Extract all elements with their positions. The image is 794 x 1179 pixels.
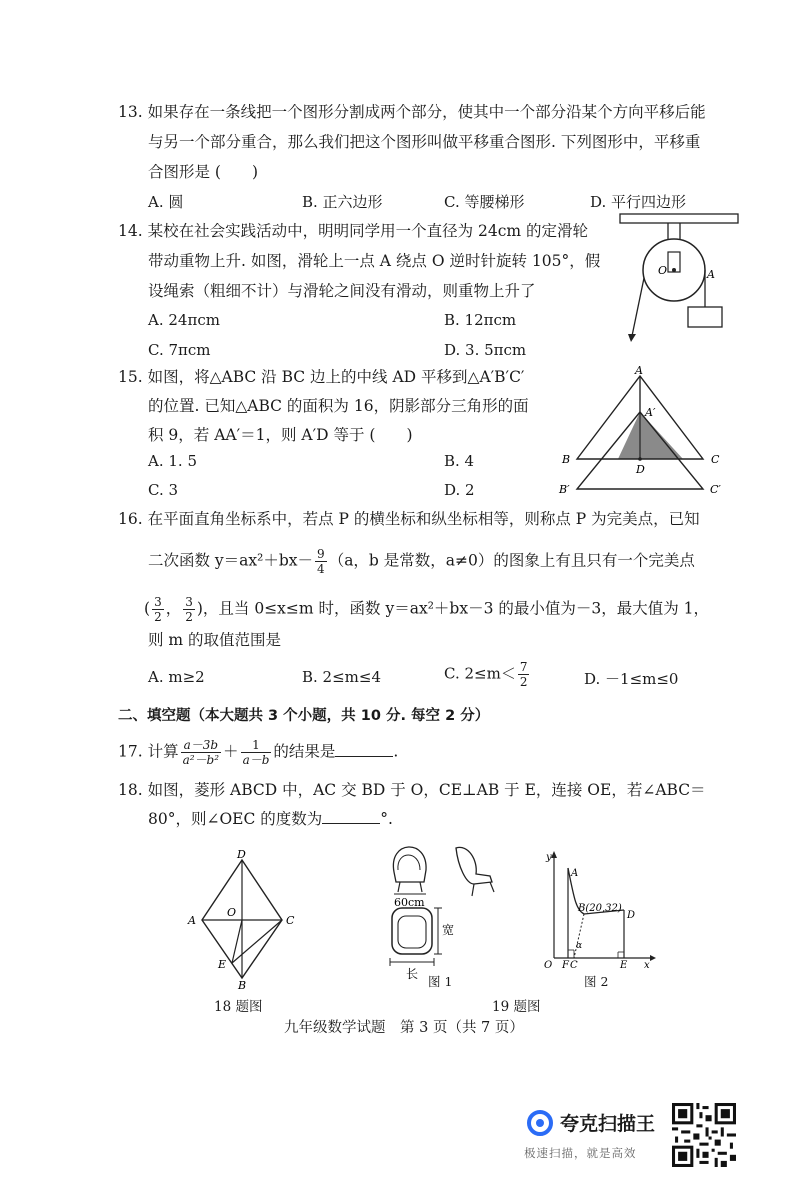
q15-opt-a: A. 1. 5 <box>148 452 197 470</box>
fig19-label-a: A <box>571 868 579 879</box>
q13-line2: 与另一个部分重合，那么我们把这个图形叫做平移重合图形. 下列图形中，平移重 <box>148 133 701 151</box>
fig18-label-a: A <box>188 914 196 927</box>
q17-f2-num: 1 <box>241 738 272 753</box>
q18-line1: 18. 如图，菱形 ABCD 中，AC 交 BD 于 O，CE⊥AB 于 E，连接 OE，若∠ABC＝ <box>118 781 706 799</box>
fig19-label-f: F <box>562 960 569 971</box>
fig15-label-c-prime: C′ <box>710 483 721 496</box>
q14-line3: 设绳索（粗细不计）与滑轮之间没有滑动，则重物上升了 <box>148 282 536 300</box>
q16-line2 <box>148 547 695 576</box>
q17-f1-den: a²－b² <box>182 753 220 767</box>
fig15-label-d: D <box>636 463 645 476</box>
q13-opt-d: D. 平行四边形 <box>590 193 687 211</box>
q18-line2 <box>148 809 393 829</box>
fig15-label-b-prime: B′ <box>559 483 570 496</box>
q14-opt-d: D. 3. 5πcm <box>444 341 527 359</box>
fig19-label-b: B(20,32) <box>578 903 622 914</box>
q18-answer-blank[interactable] <box>322 809 380 824</box>
q16-fraction <box>315 547 327 576</box>
q16-point-sep: ， <box>165 599 182 618</box>
q15-line3: 积 9，若 AA′＝1，则 A′D 等于 ( ) <box>148 426 413 444</box>
fig15-label-a-prime: A′ <box>645 406 656 419</box>
q16-py-den: 2 <box>185 610 193 624</box>
q13-opt-a: A. 圆 <box>148 193 184 211</box>
q15-opt-b: B. 4 <box>444 452 475 470</box>
q15-opt-d: D. 2 <box>444 481 475 499</box>
q16-frac-num: 9 <box>317 547 325 561</box>
fig19-label-60cm: 60cm <box>394 896 425 909</box>
q14-line1: 14. 某校在社会实践活动中，明明同学用一个直径为 24cm 的定滑轮 <box>118 222 589 240</box>
fig15-label-a: A <box>635 364 643 377</box>
fig18-label-b: B <box>238 979 247 990</box>
q18-caption: 18 题图 <box>214 999 263 1015</box>
q19-caption: 19 题图 <box>492 999 541 1015</box>
q16-line3-pre: ( <box>144 599 151 618</box>
q13-line3: 合图形是 ( ) <box>148 163 259 181</box>
q15-line2: 的位置. 已知△ABC 的面积为 16，阴影部分三角形的面 <box>148 397 529 415</box>
q17-answer-blank[interactable] <box>335 742 393 757</box>
fig18-label-o: O <box>227 906 237 919</box>
q14-opt-a: A. 24πcm <box>148 311 220 329</box>
function-graph-figure <box>538 848 658 973</box>
q16-line1: 16. 在平面直角坐标系中，若点 P 的横坐标和纵坐标相等，则称点 P 为完美点，已知 <box>118 510 700 528</box>
fig19-label-e: E <box>620 960 628 971</box>
pulley-figure <box>610 212 740 347</box>
q16-px-den: 2 <box>154 610 162 624</box>
scanner-watermark <box>522 1105 672 1165</box>
q16-opt-c-num: 7 <box>519 660 528 674</box>
section-2-heading: 二、填空题（本大题共 3 个小题，共 10 分. 每空 2 分） <box>118 708 490 724</box>
chair-figure <box>378 830 518 990</box>
q19-fig1-caption: 图 1 <box>428 974 453 989</box>
q16-line4: 则 m 的取值范围是 <box>148 631 282 649</box>
fig18-label-c: C <box>286 914 295 927</box>
scanner-logo-icon <box>526 1109 554 1137</box>
q16-line2-pre: 二次函数 y＝ax²＋bx－ <box>148 551 314 570</box>
q17-plus: ＋ <box>223 742 239 761</box>
q17-line <box>118 738 398 767</box>
fig19-label-alpha: α <box>576 941 583 951</box>
q15-line1: 15. 如图，将△ABC 沿 BC 边上的中线 AD 平移到△A′B′C′ <box>118 368 525 386</box>
scanner-brand: 夸克扫描王 <box>560 1113 656 1135</box>
translation-figure <box>555 364 745 504</box>
fig19-label-o: O <box>544 960 553 971</box>
q16-point-y <box>183 595 195 624</box>
q18-line2-pre: 80°，则∠OEC 的度数为 <box>148 810 323 828</box>
fig19-label-length: 长 <box>406 967 419 981</box>
q16-opt-c <box>444 660 531 689</box>
fig19-label-d: D <box>627 910 636 921</box>
q13-line1: 13. 如果存在一条线把一个图形分割成两个部分，使其中一个部分沿某个方向平移后能 <box>118 103 706 121</box>
q16-px-num: 3 <box>154 595 162 609</box>
q17-f2-den: a－b <box>242 753 270 767</box>
q17-end: . <box>393 742 399 761</box>
q17-post: 的结果是 <box>273 742 336 761</box>
rhombus-figure <box>182 848 302 990</box>
fig15-label-b: B <box>562 453 571 466</box>
q17-frac2 <box>241 738 272 767</box>
q16-opt-a: A. m≥2 <box>148 668 205 686</box>
scanner-slogan: 极速扫描，就是高效 <box>524 1146 637 1160</box>
q17-pre: 17. 计算 <box>118 742 179 761</box>
q16-opt-c-den: 2 <box>519 675 528 689</box>
pulley-label-o: O <box>658 264 668 277</box>
q16-py-num: 3 <box>185 595 193 609</box>
q16-opt-d: D. －1≤m≤0 <box>584 670 679 688</box>
page-footer: 九年级数学试题 第 3 页（共 7 页） <box>284 1020 524 1036</box>
q14-line2: 带动重物上升. 如图，滑轮上一点 A 绕点 O 逆时针旋转 105°，假 <box>148 252 601 270</box>
qr-code-icon <box>672 1103 736 1167</box>
q16-line3 <box>144 595 709 624</box>
q18-line2-post: °. <box>380 810 393 828</box>
pulley-label-a: A <box>707 268 715 281</box>
q16-opt-c-pre: C. 2≤m＜ <box>444 664 516 683</box>
q19-fig2-caption: 图 2 <box>584 974 609 989</box>
q16-line3-post: )，且当 0≤x≤m 时，函数 y＝ax²＋bx－3 的最小值为－3，最大值为 1， <box>196 599 710 618</box>
q14-opt-c: C. 7πcm <box>148 341 211 359</box>
fig15-label-c: C <box>711 453 720 466</box>
q16-frac-den: 4 <box>317 562 325 576</box>
q14-opt-b: B. 12πcm <box>444 311 517 329</box>
q17-f1-num: a－3b <box>181 738 221 753</box>
fig19-axis-y: y <box>546 852 552 863</box>
q16-point-x <box>152 595 164 624</box>
fig18-label-e: E <box>218 958 227 971</box>
q17-frac1 <box>181 738 221 767</box>
q16-opt-c-frac <box>518 660 530 689</box>
q13-opt-c: C. 等腰梯形 <box>444 193 525 211</box>
fig18-label-d: D <box>237 848 246 861</box>
q16-line2-post: （a，b 是常数，a≠0）的图象上有且只有一个完美点 <box>328 551 695 570</box>
fig19-label-c: C <box>570 960 578 971</box>
q15-opt-c: C. 3 <box>148 481 179 499</box>
fig19-label-width: 宽 <box>442 923 455 937</box>
fig19-axis-x: x <box>644 960 650 971</box>
q16-opt-b: B. 2≤m≤4 <box>302 668 382 686</box>
q13-opt-b: B. 正六边形 <box>302 193 383 211</box>
